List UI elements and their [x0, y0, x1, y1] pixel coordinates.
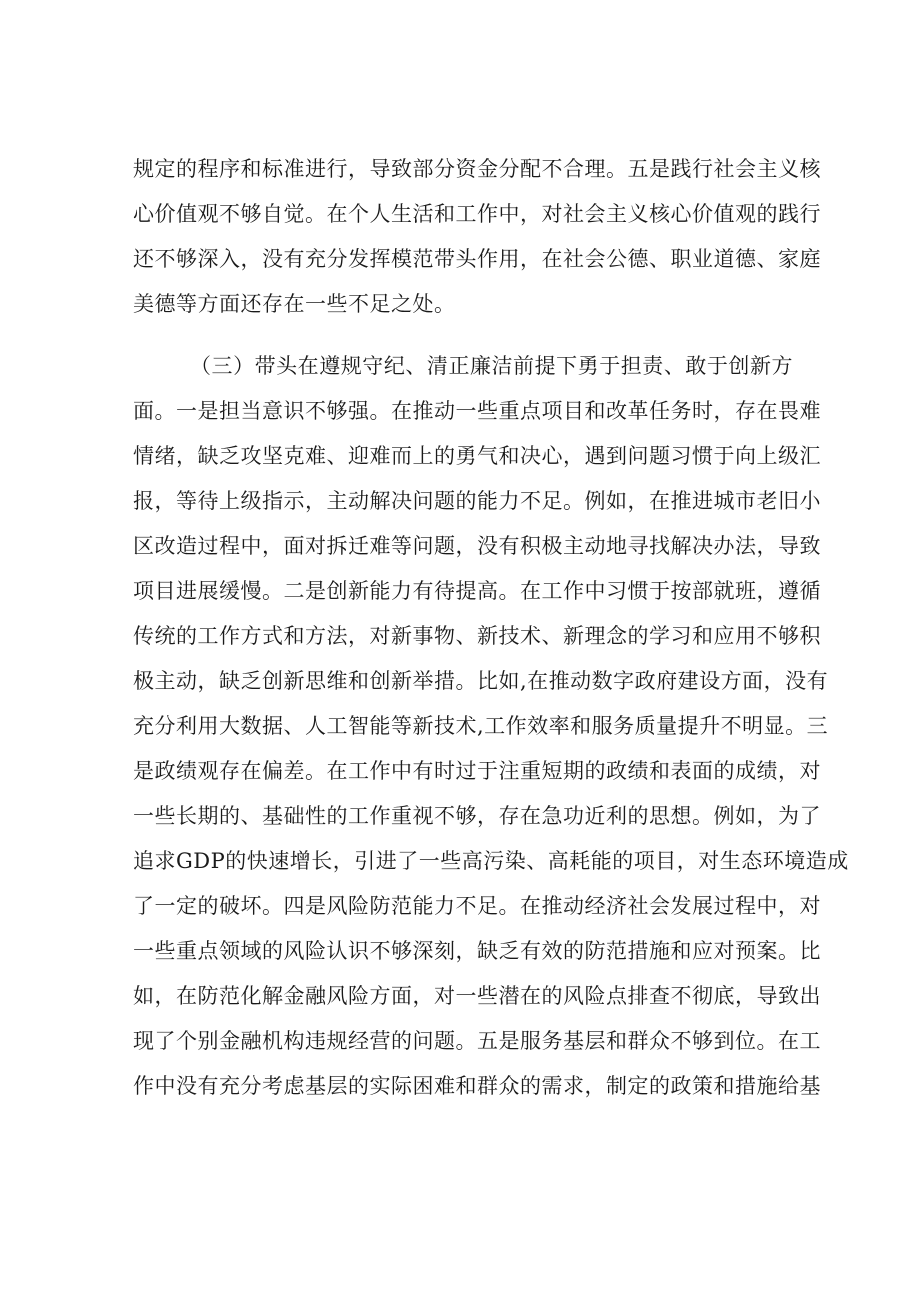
- text-line: 报，等待上级指示，主动解决问题的能力不足。例如，在推进城市老旧小: [133, 489, 821, 513]
- text-line: 情绪，缺乏攻坚克难、迎难而上的勇气和决心，遇到问题习惯于向上级汇: [133, 444, 821, 468]
- text-line: 心价值观不够自觉。在个人生活和工作中，对社会主义核心价值观的践行: [133, 202, 821, 226]
- text-line: 如，在防范化解金融风险方面，对一些潜在的风险点排查不彻底，导致出: [133, 984, 821, 1008]
- text-line: 面。一是担当意识不够强。在推动一些重点项目和改革任务时，存在畏难: [133, 399, 821, 423]
- text-line: 一些长期的、基础性的工作重视不够，存在急功近利的思想。例如，为了: [133, 804, 821, 828]
- text-line: 规定的程序和标准进行，导致部分资金分配不合理。五是践行社会主义核: [133, 157, 821, 181]
- text-line: 一些重点领域的风险认识不够深刻，缺乏有效的防范措施和应对预案。比: [133, 939, 821, 963]
- text-line: 是政绩观存在偏差。在工作中有时过于注重短期的政绩和表面的成绩，对: [133, 759, 821, 783]
- text-line: 追求GDP的快速增长，引进了一些高污染、高耗能的项目，对生态环境造成: [133, 849, 849, 873]
- text-line: 极主动，缺乏创新思维和创新举措。比如,在推动数字政府建设方面，没有: [133, 669, 829, 693]
- text-line: 作中没有充分考虑基层的实际困难和群众的需求，制定的政策和措施给基: [133, 1074, 821, 1098]
- text-line: 充分利用大数据、人工智能等新技术,工作效率和服务质量提升不明显。三: [133, 714, 829, 738]
- text-line: 项目进展缓慢。二是创新能力有待提高。在工作中习惯于按部就班，遵循: [133, 579, 821, 603]
- text-line: 了一定的破坏。四是风险防范能力不足。在推动经济社会发展过程中，对: [133, 894, 821, 918]
- section-heading-line: （三）带头在遵规守纪、清正廉洁前提下勇于担责、敢于创新方: [190, 354, 793, 378]
- text-line: 传统的工作方式和方法，对新事物、新技术、新理念的学习和应用不够积: [133, 624, 821, 648]
- text-line: 区改造过程中，面对拆迁难等问题，没有积极主动地寻找解决办法，导致: [133, 534, 821, 558]
- text-line: 美德等方面还存在一些不足之处。: [133, 292, 456, 316]
- text-line: 还不够深入，没有充分发挥模范带头作用，在社会公德、职业道德、家庭: [133, 247, 821, 271]
- text-line: 现了个别金融机构违规经营的问题。五是服务基层和群众不够到位。在工: [133, 1029, 821, 1053]
